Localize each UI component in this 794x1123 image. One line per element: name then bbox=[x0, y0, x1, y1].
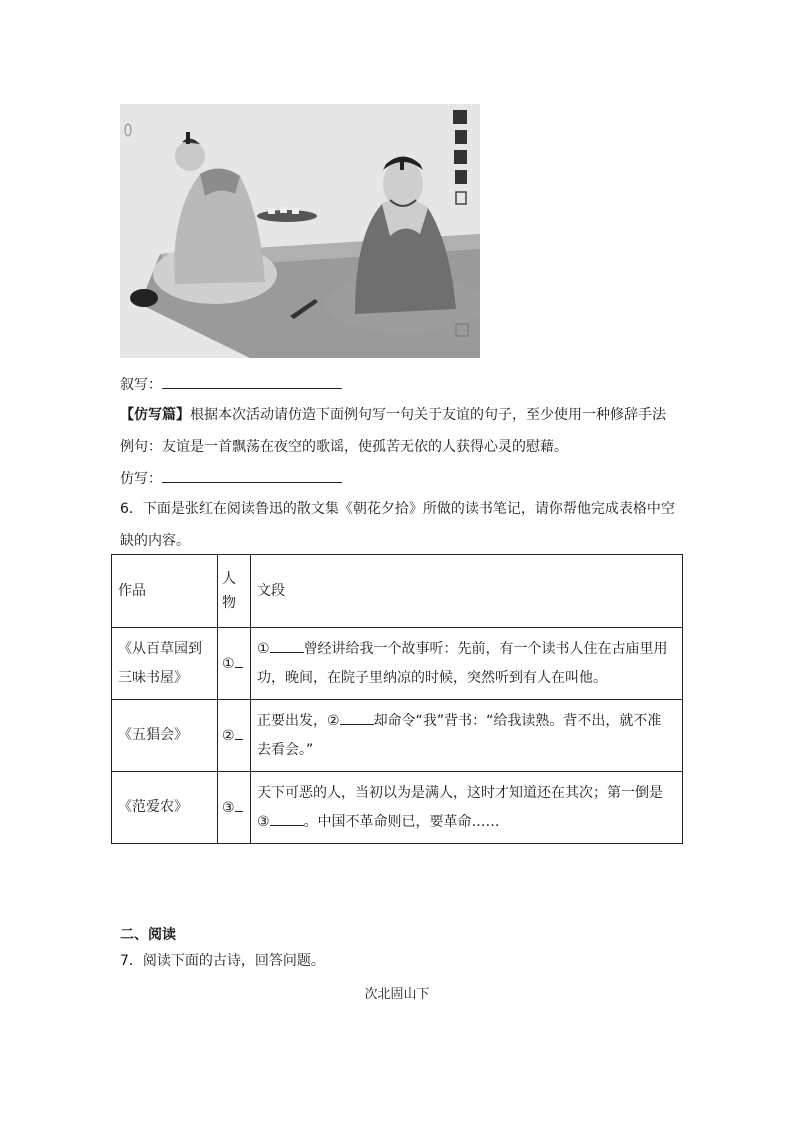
row2-text-a: 却命令“我”背书：“给我读熟。背不出，就不准 bbox=[373, 712, 662, 729]
example-sentence: 例句：友谊是一首飘荡在夜空的歌谣，使孤苦无依的人获得心灵的慰藉。 bbox=[120, 439, 568, 455]
row2-work: 《五猖会》 bbox=[112, 700, 218, 772]
imitate-line bbox=[120, 468, 342, 488]
q6-line1: 6．下面是张红在阅读鲁迅的散文集《朝花夕拾》所做的读书笔记，请你帮他完成表格中空 bbox=[120, 501, 675, 517]
imitate-intro-text: 根据本次活动请仿造下面例句写一句关于友谊的句子，至少使用一种修辞手法 bbox=[190, 407, 666, 423]
table-row bbox=[112, 628, 683, 700]
row2-person-blank[interactable] bbox=[235, 727, 243, 740]
row3-person-blank[interactable] bbox=[235, 799, 243, 812]
q6-line2: 缺的内容。 bbox=[120, 533, 190, 549]
row3-text bbox=[251, 772, 683, 844]
row1-text bbox=[251, 628, 683, 700]
table-header-row bbox=[112, 555, 683, 628]
section2-title: 二、阅读 bbox=[120, 927, 176, 943]
narrate-line bbox=[120, 374, 342, 394]
row2-person-marker: ② bbox=[222, 727, 235, 744]
imitate-answer-blank[interactable] bbox=[162, 468, 342, 483]
painting-image bbox=[120, 104, 480, 358]
table-row bbox=[112, 700, 683, 772]
row1-text-b: 功，晚间，在院子里纳凉的时候，突然听到有人在叫他。 bbox=[257, 669, 607, 686]
header-work: 作品 bbox=[112, 555, 218, 628]
poem-title: 次北固山下 bbox=[364, 987, 430, 1002]
row2-text-prefix: 正要出发，② bbox=[257, 712, 340, 729]
imitate-label: 仿写： bbox=[120, 471, 162, 487]
row1-text-blank[interactable] bbox=[270, 640, 304, 653]
table-row bbox=[112, 772, 683, 844]
row3-work: 《范爱农》 bbox=[112, 772, 218, 844]
row3-text-prefix: ③ bbox=[257, 813, 270, 830]
narrate-answer-blank[interactable] bbox=[162, 374, 342, 389]
reading-notes-table bbox=[111, 554, 683, 844]
row1-text-prefix: ① bbox=[257, 640, 270, 657]
row3-text-b: 。中国不革命则已，要革命…… bbox=[303, 813, 500, 830]
row3-text-a: 天下可恶的人，当初以为是满人，这时才知道还在其次；第一倒是 bbox=[257, 784, 663, 801]
row3-person[interactable] bbox=[218, 772, 251, 844]
imitate-tag: 【仿写篇】 bbox=[120, 407, 190, 423]
row1-person-blank[interactable] bbox=[235, 655, 243, 668]
imitate-intro-line bbox=[120, 404, 666, 424]
q7-text: 7．阅读下面的古诗，回答问题。 bbox=[120, 953, 325, 969]
row3-text-blank[interactable] bbox=[270, 813, 304, 826]
row1-work: 《从百草园到三味书屋》 bbox=[112, 628, 218, 700]
row2-text-blank[interactable] bbox=[340, 712, 374, 725]
narrate-label: 叙写： bbox=[120, 377, 162, 393]
row1-person[interactable] bbox=[218, 628, 251, 700]
row2-text-b: 去看会。” bbox=[257, 741, 314, 758]
row2-text bbox=[251, 700, 683, 772]
header-person: 人物 bbox=[218, 555, 251, 628]
header-text: 文段 bbox=[251, 555, 683, 628]
row1-person-marker: ① bbox=[222, 655, 235, 672]
row3-person-marker: ③ bbox=[222, 799, 235, 816]
row1-text-a: 曾经讲给我一个故事听：先前，有一个读书人住在古庙里用 bbox=[303, 640, 668, 657]
row2-person[interactable] bbox=[218, 700, 251, 772]
